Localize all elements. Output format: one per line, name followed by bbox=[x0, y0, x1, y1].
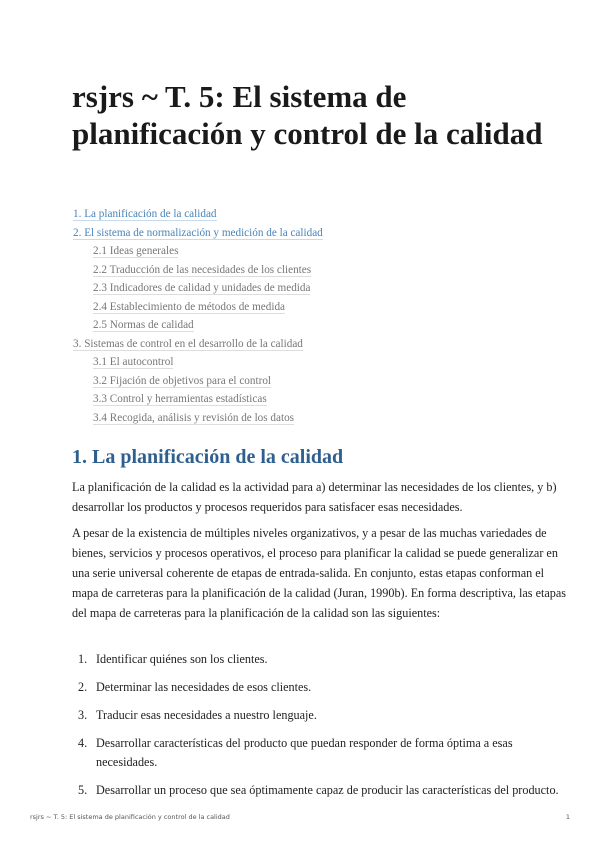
title-line-2: planificación y control de la calidad bbox=[72, 116, 543, 151]
list-item-text: Desarrollar características del producto que puedan responder de forma óptima a esas necesidades. bbox=[96, 736, 513, 769]
toc-item-label: 3. Sistemas de control en el desarrollo de la calidad bbox=[73, 337, 303, 350]
toc-item-label: 2. El sistema de normalización y medición de la calidad bbox=[73, 226, 323, 239]
list-item-text: Determinar las necesidades de esos clientes. bbox=[96, 680, 312, 694]
section-heading: 1. La planificación de la calidad bbox=[72, 446, 344, 468]
list-item-number: 3. bbox=[78, 708, 88, 722]
toc-item-label: 3.3 Control y herramientas estadísticas bbox=[93, 393, 267, 405]
toc-item[interactable] bbox=[73, 372, 533, 391]
paragraph-intro: La planificación de la calidad es la actividad para a) determinar las necesidades de los clientes, y b) desarrollar los productos y procesos requeridos para satisfacer esas necesidades. bbox=[72, 480, 557, 514]
toc-item[interactable] bbox=[73, 261, 533, 280]
list-item bbox=[72, 706, 562, 725]
list-item bbox=[72, 781, 562, 800]
list-item bbox=[72, 650, 562, 669]
list-item-number: 5. bbox=[78, 783, 88, 797]
toc-item-label: 2.4 Establecimiento de métodos de medida bbox=[93, 300, 286, 313]
page-footer bbox=[30, 811, 570, 823]
list-item-number: 1. bbox=[78, 652, 88, 666]
toc-item[interactable] bbox=[73, 353, 533, 372]
toc-item-label: 2.3 Indicadores de calidad y unidades de medida bbox=[93, 282, 311, 294]
list-item-number: 4. bbox=[78, 736, 88, 750]
footer-title: rsjrs ~ T. 5: El sistema de planificación y control de la calidad bbox=[30, 813, 230, 821]
toc-item-label: 3.4 Recogida, análisis y revisión de los datos bbox=[93, 411, 295, 424]
toc-item[interactable] bbox=[73, 316, 533, 335]
list-item bbox=[72, 678, 562, 697]
toc-item-label: 2.5 Normas de calidad bbox=[93, 319, 194, 331]
paragraph-roadmap: A pesar de la existencia de múltiples niveles organizativos, y a pesar de las muchas variedades de bienes, servicios y procesos operativos, el proceso para planificar la calidad se puede generalizar en una serie universal coherente de etapas de entrada-salida. En conjunto, estas etapas conforman el mapa de carreteras para la planificación de la calidad (Juran, 1990b). En forma descriptiva, las etapas del mapa de carreteras para la planificación de la calidad son las siguientes: bbox=[72, 526, 567, 620]
toc-item-label: 3.1 El autocontrol bbox=[93, 356, 174, 368]
list-item-text: Desarrollar un proceso que sea óptimamente capaz de producir las características del producto. bbox=[96, 783, 559, 797]
list-item-number: 2. bbox=[78, 680, 88, 694]
toc-item-label: 3.2 Fijación de objetivos para el control bbox=[93, 374, 272, 387]
toc-item-label: 2.2 Traducción de las necesidades de los clientes bbox=[93, 263, 312, 276]
toc-item[interactable] bbox=[73, 205, 533, 224]
title-line-1: rsjrs ~ T. 5: El sistema de bbox=[72, 79, 407, 114]
toc-item-label: 1. La planificación de la calidad bbox=[73, 208, 217, 220]
page-number: 1 bbox=[565, 813, 570, 821]
toc-item[interactable] bbox=[73, 335, 533, 354]
table-of-contents bbox=[73, 205, 533, 427]
list-item-text: Identificar quiénes son los clientes. bbox=[96, 652, 268, 666]
toc-item[interactable] bbox=[73, 298, 533, 317]
toc-item[interactable] bbox=[73, 409, 533, 428]
toc-item[interactable] bbox=[73, 242, 533, 261]
toc-item[interactable] bbox=[73, 279, 533, 298]
toc-item[interactable] bbox=[73, 224, 533, 243]
steps-list bbox=[72, 650, 562, 809]
list-item-text: Traducir esas necesidades a nuestro lenguaje. bbox=[96, 708, 317, 722]
list-item bbox=[72, 734, 562, 772]
toc-item-label: 2.1 Ideas generales bbox=[93, 245, 179, 257]
toc-item[interactable] bbox=[73, 390, 533, 409]
document-title bbox=[72, 78, 572, 152]
